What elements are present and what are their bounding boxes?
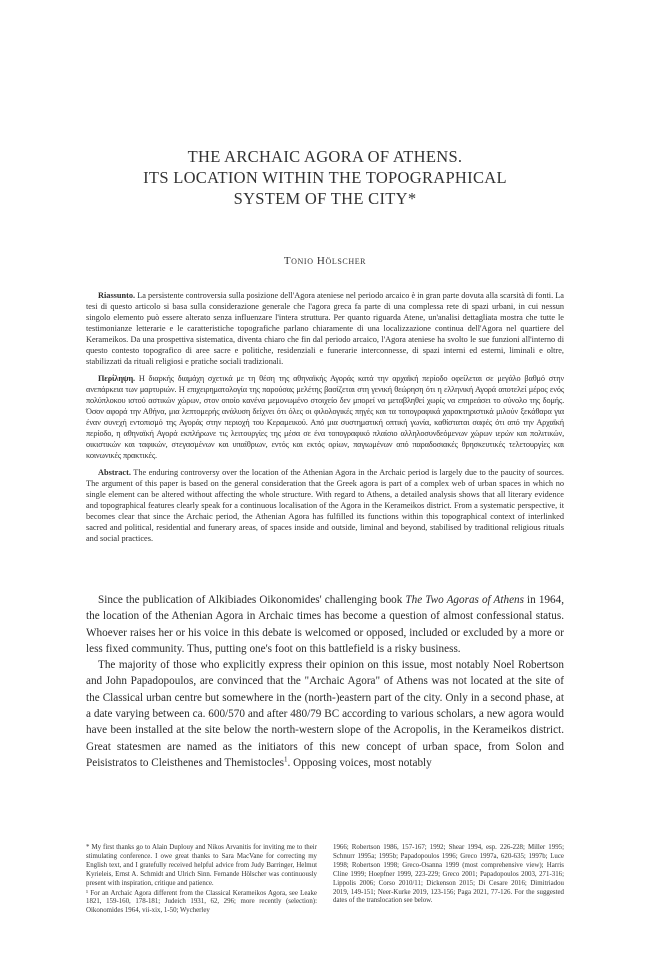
footnotes-section [86,844,564,916]
abstract-italian-label: Riassunto. [98,291,136,300]
body-paragraph-2 [86,657,564,771]
footnotes-right-column [333,844,564,916]
title-line-1: THE ARCHAIC AGORA OF ATHENS. [187,147,463,166]
footnote-1-part-b: 1966; Robertson 1986, 157-167; 1992; Shear 1994, esp. 226-228; Miller 1995; Schnurr 1995a; 1995b; Papadopoulos 1996; Greco 1997a, 620-635; 1997b; Luce 1998; Robertson 1998; Greco-Osanna 1999 (most comprehensive view); Harris Cline 1999; Hoepfner 1999, 223-229; Greco 2001; Papadopoulos 2003, 271-316; Lippolis 2006; Corso 2010/11; Dickenson 2015; Di Cesare 2016; Dimitriadou 2019, 149-151; Neer-Kurke 2019, 123-156; Paga 2021, 77-126. For the suggested dates of the translocation see below. [333,844,564,905]
abstract-english-text: The enduring controversy over the location of the Athenian Agora in the Archaic period is largely due to the paucity of sources. The argument of this paper is based on the general consideration that the Greek agora is part of a complex web of urban spaces in which no single element can be altered without affecting the whole structure. With regard to Athens, a detailed analysis shows that all literary evidence and topographical features clearly speak for a continuous localisation of the Agora in the Kerameikos district. From a systematic perspective, it becomes clear that since the Archaic period, the Athenian Agora has fulfilled its functions within this topographical context of interlinked sacred and political, residential and funerary areas, of spaces inside and outside, liminal and beyond, stabilised by traditional religious rituals and social practices. [86,468,564,543]
author-name: Tonio Hölscher [283,255,367,267]
body-p1-text-a: Since the publication of Alkibiades Oikonomides' challenging book [98,594,406,606]
body-p1-text-b: in 1964, the location of the Athenian Agora in Archaic times has become a question of almost confessional status. Whoever raises her or his voice in this debate is welcomed or opposed, included or excluded by a more or less fixed community. Thus, putting one's foot on this battlefield is a risky business. [86,594,564,655]
body-p2-text-b: . Opposing voices, most notably [287,756,432,769]
abstracts-section [86,290,564,550]
abstract-greek [86,373,564,461]
book-title: The Two Agoras of Athens [405,594,524,606]
abstract-italian-text: La persistente controversia sulla posizione dell'Agora ateniese nel periodo arcaico è in gran parte dovuta alla scarsità di fonti. La tesi di questo articolo si basa sulla considerazione generale che l'agora greca fa parte di una complessa rete di spazi urbani, in cui nessun singolo elemento può essere alterato senza influenzare l'intera struttura. Per quanto riguarda Atene, un'analisi dettagliata mostra che tutte le testimonianze letterarie e le caratteristiche topografiche parlano chiaramente di una localizzazione continua dell'Agora nel quartiere del Kerameikos. Da una prospettiva sistematica, diventa chiaro che fin dal periodo arcaico, l'Agora ateniese ha svolto le sue funzioni all'interno di questo contesto topografico di aree sacre e politiche, residenziali e funerarie interconnesse, di spazi interni ed esterni, liminali e oltre, stabilizzati da rituali religiosi e pratiche sociali tradizionali. [86,291,564,366]
paper-title [60,146,590,209]
body-paragraph-1 [86,592,564,657]
title-line-2: ITS LOCATION WITHIN THE TOPOGRAPHICAL [143,168,507,187]
footnote-1-part-a: ¹ For an Archaic Agora different from the Classical Kerameikos Agora, see Leake 1821, 159-160, 178-181; Judeich 1931, 62, 296; more recently (selection): Oikonomides 1964, vii-xix, 1-50; Wycherley [86,889,317,915]
abstract-greek-text: Η διαρκής διαμάχη σχετικά με τη θέση της αθηναϊκής Αγοράς κατά την αρχαϊκή περίοδο οφείλεται σε μεγάλο βαθμό στην ανεπάρκεια των μαρτυριών. Η επιχειρηματολογία της παρούσας μελέτης βασίζεται στη γενική θεώρηση ότι η ελληνική Αγορά αποτελεί μέρος ενός πολύπλοκου ιστού αστικών χώρων, στον οποίο κανένα μεμονωμένο στοιχείο δεν μπορεί να μεταβληθεί χωρίς να επηρεάσει το σύνολο της δομής. Όσον αφορά την Αθήνα, μια λεπτομερής ανάλυση δείχνει ότι όλες οι φιλολογικές πηγές και τα τοπογραφικά χαρακτηριστικά μιλούν ξεκάθαρα για έναν συνεχή εντοπισμό της Αγοράς στην περιοχή του Κεραμεικού. Από μια συστηματική οπτική γωνία, καθίσταται σαφές ότι από την Αρχαϊκή περίοδο, η αθηναϊκή Αγορά εκπλήρωνε τις λειτουργίες της μέσα σε ένα τοπογραφικό πλαίσιο αλληλοσυνδεόμενων χώρων ιερών και πολιτικών, οικιστικών και ταφικών, στεγασμένων και υπαίθριων, εντός και εκτός ορίων, παγιωμένων από παραδοσιακές θρησκευτικές τελετουργίες και κοινωνικές πρακτικές. [86,374,564,460]
abstract-italian [86,290,564,367]
body-p2-text-a: The majority of those who explicitly express their opinion on this issue, most notably Noel Robertson and John Papadopoulos, are convinced that the "Archaic Agora" of Athens was not located at the site of the Classical urban centre but somewhere in the (north-)eastern part of the city. Only in a second phase, at a date varying between ca. 600/570 and after 480/79 BC according to various scholars, a new agora would have been installed at the site below the north-western slope of the Acropolis, in the Kerameikos district. Great statesmen are named as the initiators of this new concept of urban space, from Solon and Peisistratos to Cleisthenes and Themistocles [86,659,564,769]
main-text [86,592,564,771]
footnote-star: * My first thanks go to Alain Duplouy and Nikos Arvanitis for inviting me to their stimulating conference. I owe great thanks to Sara MacVane for correcting my English text, and I gratefully received helpful advice from Judy Barringer, Helmut Kyrieleis, Ernst A. Schmidt and Ulrich Sinn. Fernande Hölscher was continuously present with inspiration, critique and patience. [86,844,317,887]
abstract-english [86,467,564,544]
title-line-3: SYSTEM OF THE CITY* [233,189,417,208]
footnote-ref-1[interactable]: 1 [284,755,288,764]
footnotes-left-column [86,844,317,916]
abstract-greek-label: Περίληψη. [98,374,135,383]
abstract-english-label: Abstract. [98,468,131,477]
